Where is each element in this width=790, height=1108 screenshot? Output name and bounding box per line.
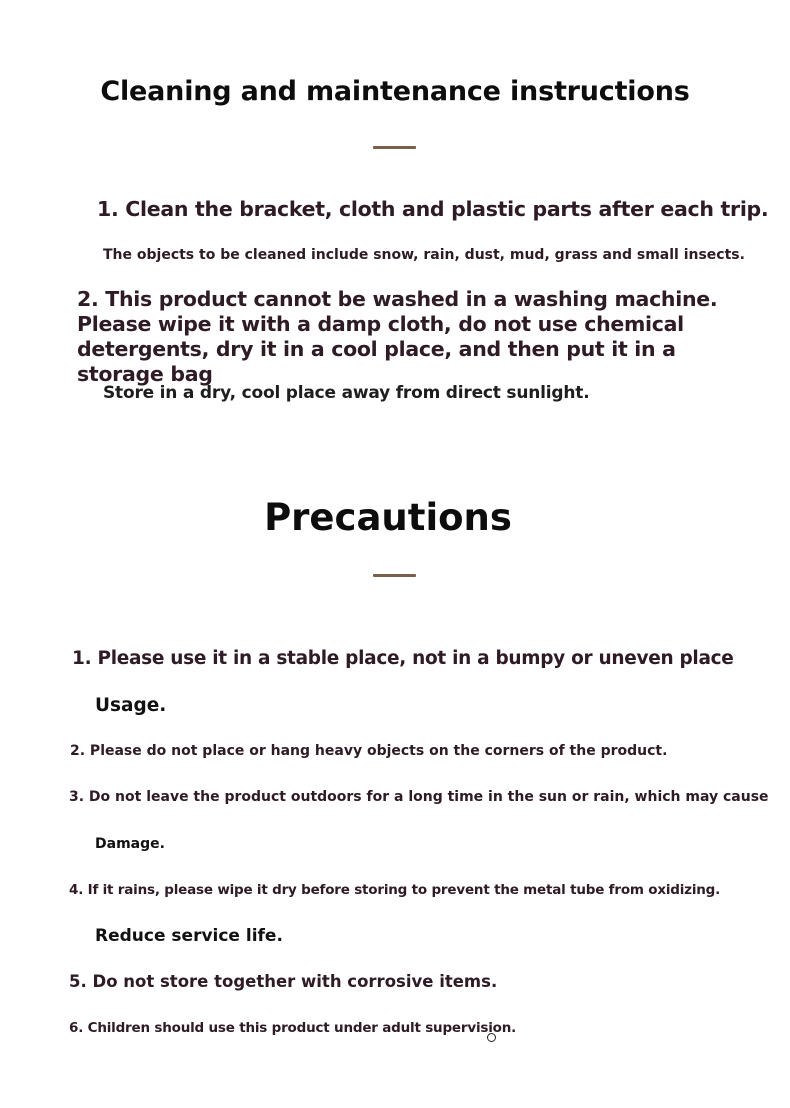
- precautions-divider: [373, 574, 416, 577]
- precaution-item-4: 4. If it rains, please wipe it dry before storing to prevent the metal tube from oxidizing.: [69, 882, 721, 898]
- cleaning-item-2: 2. This product cannot be washed in a washing machine. Please wipe it with a damp cloth, do not use chemical detergents, dry it in a cool place, and then put it in a storage bag: [77, 287, 718, 386]
- precaution-item-1-cont: Usage.: [95, 695, 167, 716]
- cleaning-divider: [373, 146, 416, 149]
- cleaning-item-1-note: The objects to be cleaned include snow, rain, dust, mud, grass and small insects.: [103, 247, 745, 263]
- circle-mark-icon: [487, 1033, 496, 1042]
- precaution-item-3: 3. Do not leave the product outdoors for a long time in the sun or rain, which may cause: [69, 789, 769, 805]
- precaution-item-6: 6. Children should use this product under adult supervision.: [69, 1020, 517, 1036]
- precaution-item-1: 1. Please use it in a stable place, not in a bumpy or uneven place: [72, 648, 734, 669]
- cleaning-title: Cleaning and maintenance instructions: [100, 76, 690, 107]
- cleaning-item-2-note: Store in a dry, cool place away from direct sunlight.: [103, 383, 590, 403]
- precaution-item-2: 2. Please do not place or hang heavy objects on the corners of the product.: [70, 743, 668, 759]
- precaution-item-3-cont: Damage.: [95, 836, 165, 852]
- precaution-item-4-cont: Reduce service life.: [95, 926, 283, 946]
- precautions-title: Precautions: [264, 496, 512, 539]
- cleaning-item-1: 1. Clean the bracket, cloth and plastic parts after each trip.: [97, 197, 769, 221]
- precaution-item-5: 5. Do not store together with corrosive items.: [69, 972, 498, 991]
